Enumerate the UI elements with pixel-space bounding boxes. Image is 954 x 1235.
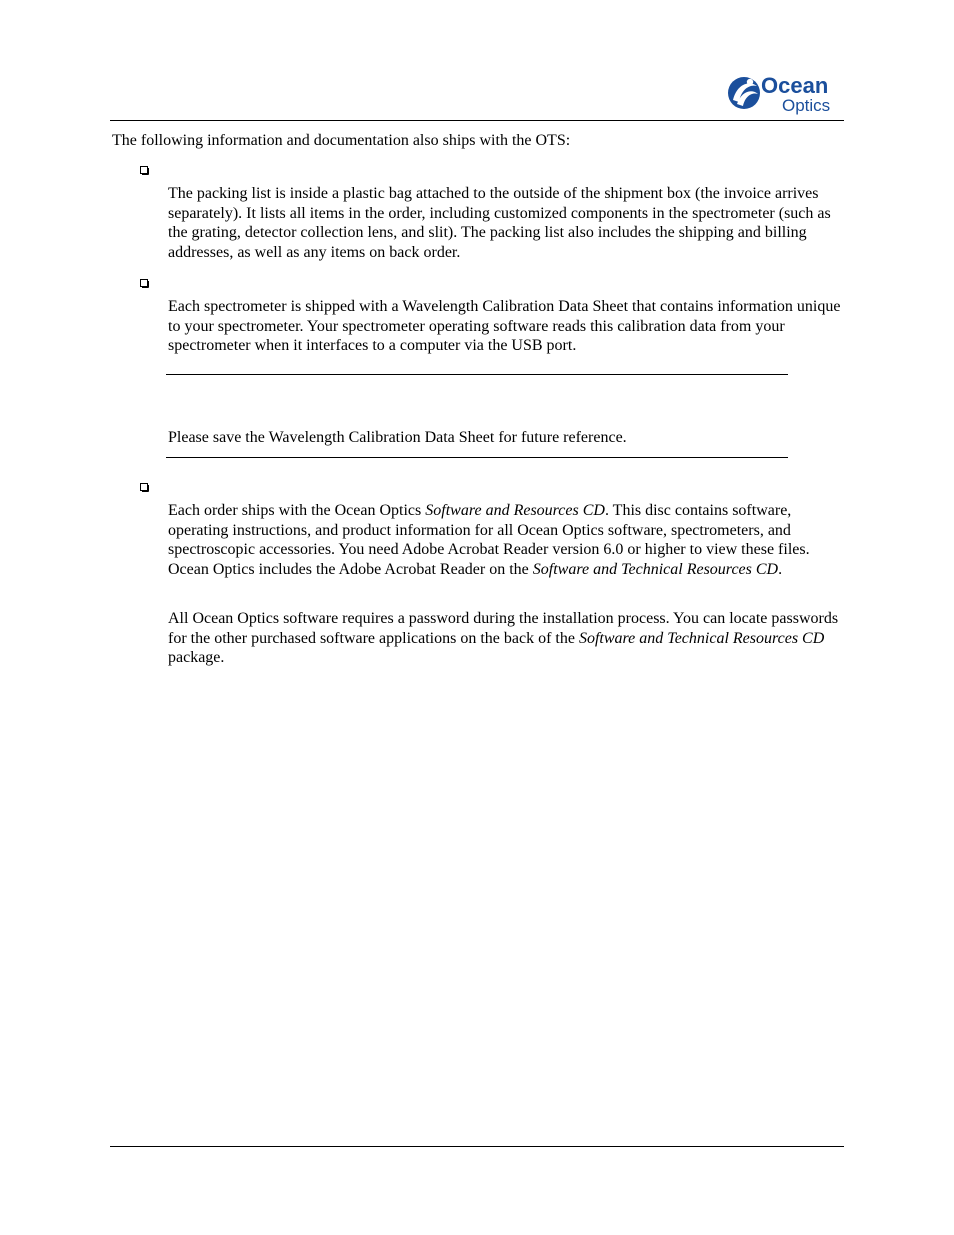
software-cd-title-1: Software and Resources CD	[425, 502, 605, 519]
note-text: Please save the Wavelength Calibration Data Sheet for future reference.	[168, 429, 627, 446]
password-text-c: package.	[168, 649, 225, 667]
software-cd-title-2: Software and Technical Resources CD	[532, 560, 779, 578]
password-paragraph	[168, 609, 844, 668]
calibration-paragraph: Each spectrometer is shipped with a Wavelength Calibration Data Sheet that contains information unique to your spectrometer. Your spectrometer operating software reads this calibration data from your spectrometer when it interfaces to a computer via the USB port.	[168, 298, 841, 355]
checkbox-bullet-icon	[140, 483, 149, 492]
intro-text: The following information and documentation also ships with the OTS:	[112, 132, 571, 149]
software-cd-text-a: Each order ships with the Ocean Optics	[168, 502, 426, 519]
note-bottom-rule	[166, 457, 788, 458]
ocean-optics-wave-logo-icon	[727, 70, 845, 116]
note-top-rule	[166, 374, 788, 375]
software-cd-paragraph	[168, 501, 844, 579]
logo-line1: Ocean	[761, 73, 829, 98]
checkbox-bullet-icon	[140, 279, 149, 288]
password-text-a: All Ocean Optics software requires a password during the installation process. You can locate passwords for the other purchased software applications on the back of the	[168, 610, 839, 647]
checkbox-bullet-icon	[140, 166, 149, 175]
ocean-optics-logo	[727, 70, 845, 116]
software-cd-text-c: . This disc contains software, operating instructions, and product information for all Ocean Optics software, spectrometers, and spectroscopic accessories. You need Adobe Acrobat Reader version 6.0 or higher to view these files. Ocean Optics includes the Adobe Acrobat Reader on the	[168, 502, 810, 578]
footer-rule	[110, 1146, 844, 1147]
header-rule	[110, 120, 844, 121]
logo-line2: Optics	[782, 96, 831, 115]
password-cd-title: Software and Technical Resources CD	[578, 629, 825, 647]
packing-list-paragraph: The packing list is inside a plastic bag attached to the outside of the shipment box (the invoice arrives separately). It lists all items in the order, including customized components in the spectrometer (such as the grating, detector collection lens, and slit). The packing list also includes the shipping and billing addresses, as well as any items on back order.	[168, 185, 831, 261]
software-cd-text-e: .	[778, 560, 783, 578]
